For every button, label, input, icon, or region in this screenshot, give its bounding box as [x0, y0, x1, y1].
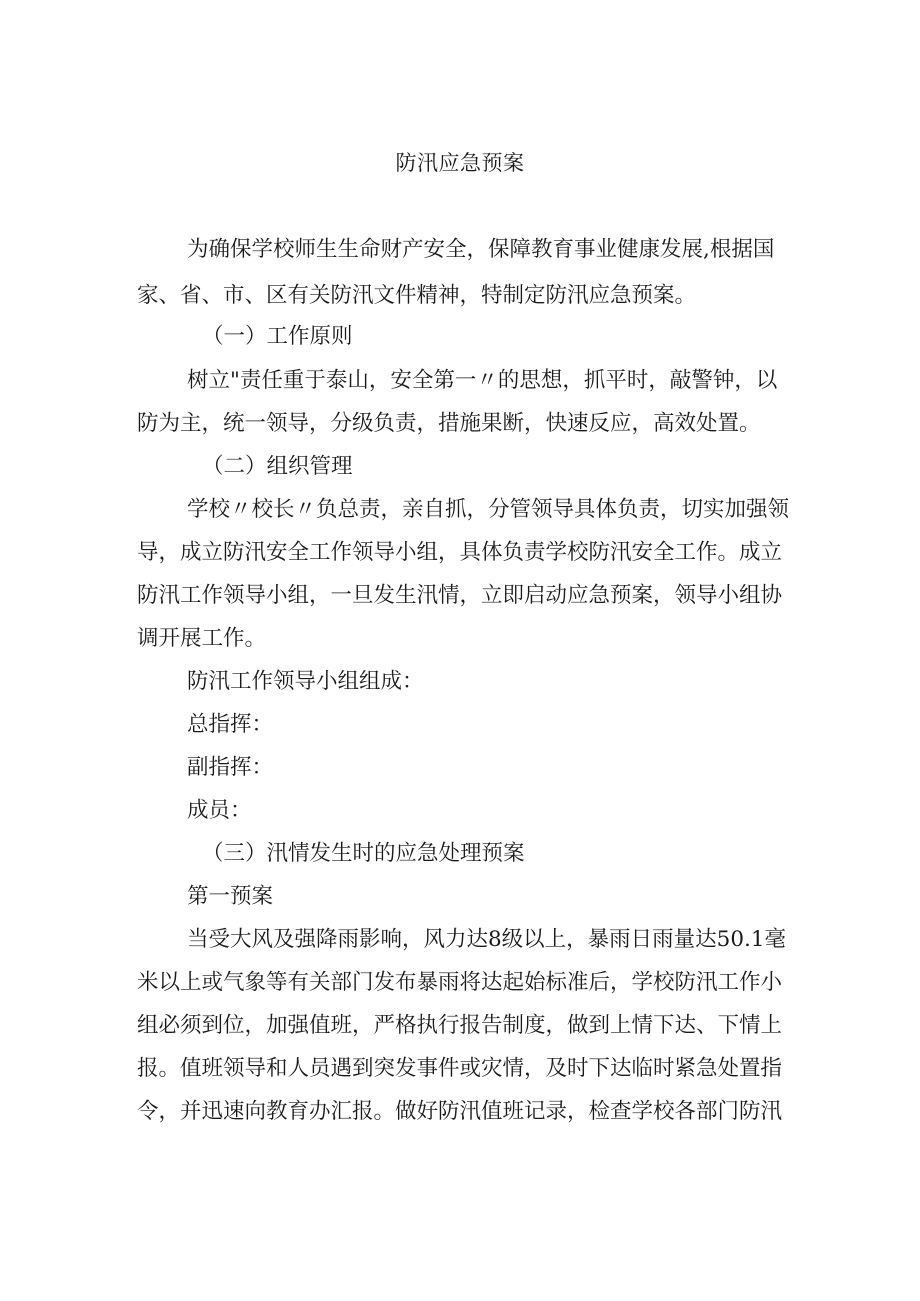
body-line: 第一预案 — [187, 884, 274, 909]
body-line: 为确保学校师生生命财产安全，保障教育事业健康发展,根据国 — [187, 237, 775, 262]
body-line: 导，成立防汛安全工作领导小组，具体负责学校防汛安全工作。成立 — [137, 540, 783, 565]
section-heading: （三）汛情发生时的应急处理预案 — [202, 841, 525, 866]
body-line: 学校〃校长〃负总责，亲自抓，分管领导具体负责，切实加强领 — [187, 497, 790, 522]
body-line: 当受大风及强降雨影响，风力达8级以上，暴雨日雨量达50.1毫 — [187, 927, 787, 952]
body-line: 防汛工作领导小组组成： — [187, 669, 424, 694]
body-line: 成员： — [187, 798, 252, 823]
body-line: 报。值班领导和人员遇到突发事件或灾情，及时下达临时紧急处置指 — [137, 1056, 783, 1081]
body-line: 副指挥： — [187, 755, 274, 780]
body-line: 防为主，统一领导，分级负责，措施果断，快速反应，高效处置。 — [137, 411, 761, 436]
body-line: 家、省、市、区有关防汛文件精神，特制定防汛应急预案。 — [137, 283, 697, 308]
body-line: 组必须到位，加强值班，严格执行报告制度，做到上情下达、下情上 — [137, 1013, 783, 1038]
section-heading: （一）工作原则 — [202, 324, 353, 349]
body-line: 防汛工作领导小组，一旦发生汛情，立即启动应急预案，领导小组协 — [137, 583, 783, 608]
body-line: 米以上或气象等有关部门发布暴雨将达起始标准后，学校防汛工作小 — [137, 970, 783, 995]
body-line: 调开展工作。 — [137, 626, 267, 651]
body-line: 树立"责任重于泰山，安全第一〃的思想，抓平时，敲警钟，以 — [187, 368, 778, 393]
section-heading: （二）组织管理 — [202, 454, 353, 479]
body-line: 总指挥： — [187, 712, 274, 737]
body-line: 令，并迅速向教育办汇报。做好防汛值班记录，检查学校各部门防汛 — [137, 1099, 783, 1124]
document-title: 防汛应急预案 — [395, 151, 525, 175]
